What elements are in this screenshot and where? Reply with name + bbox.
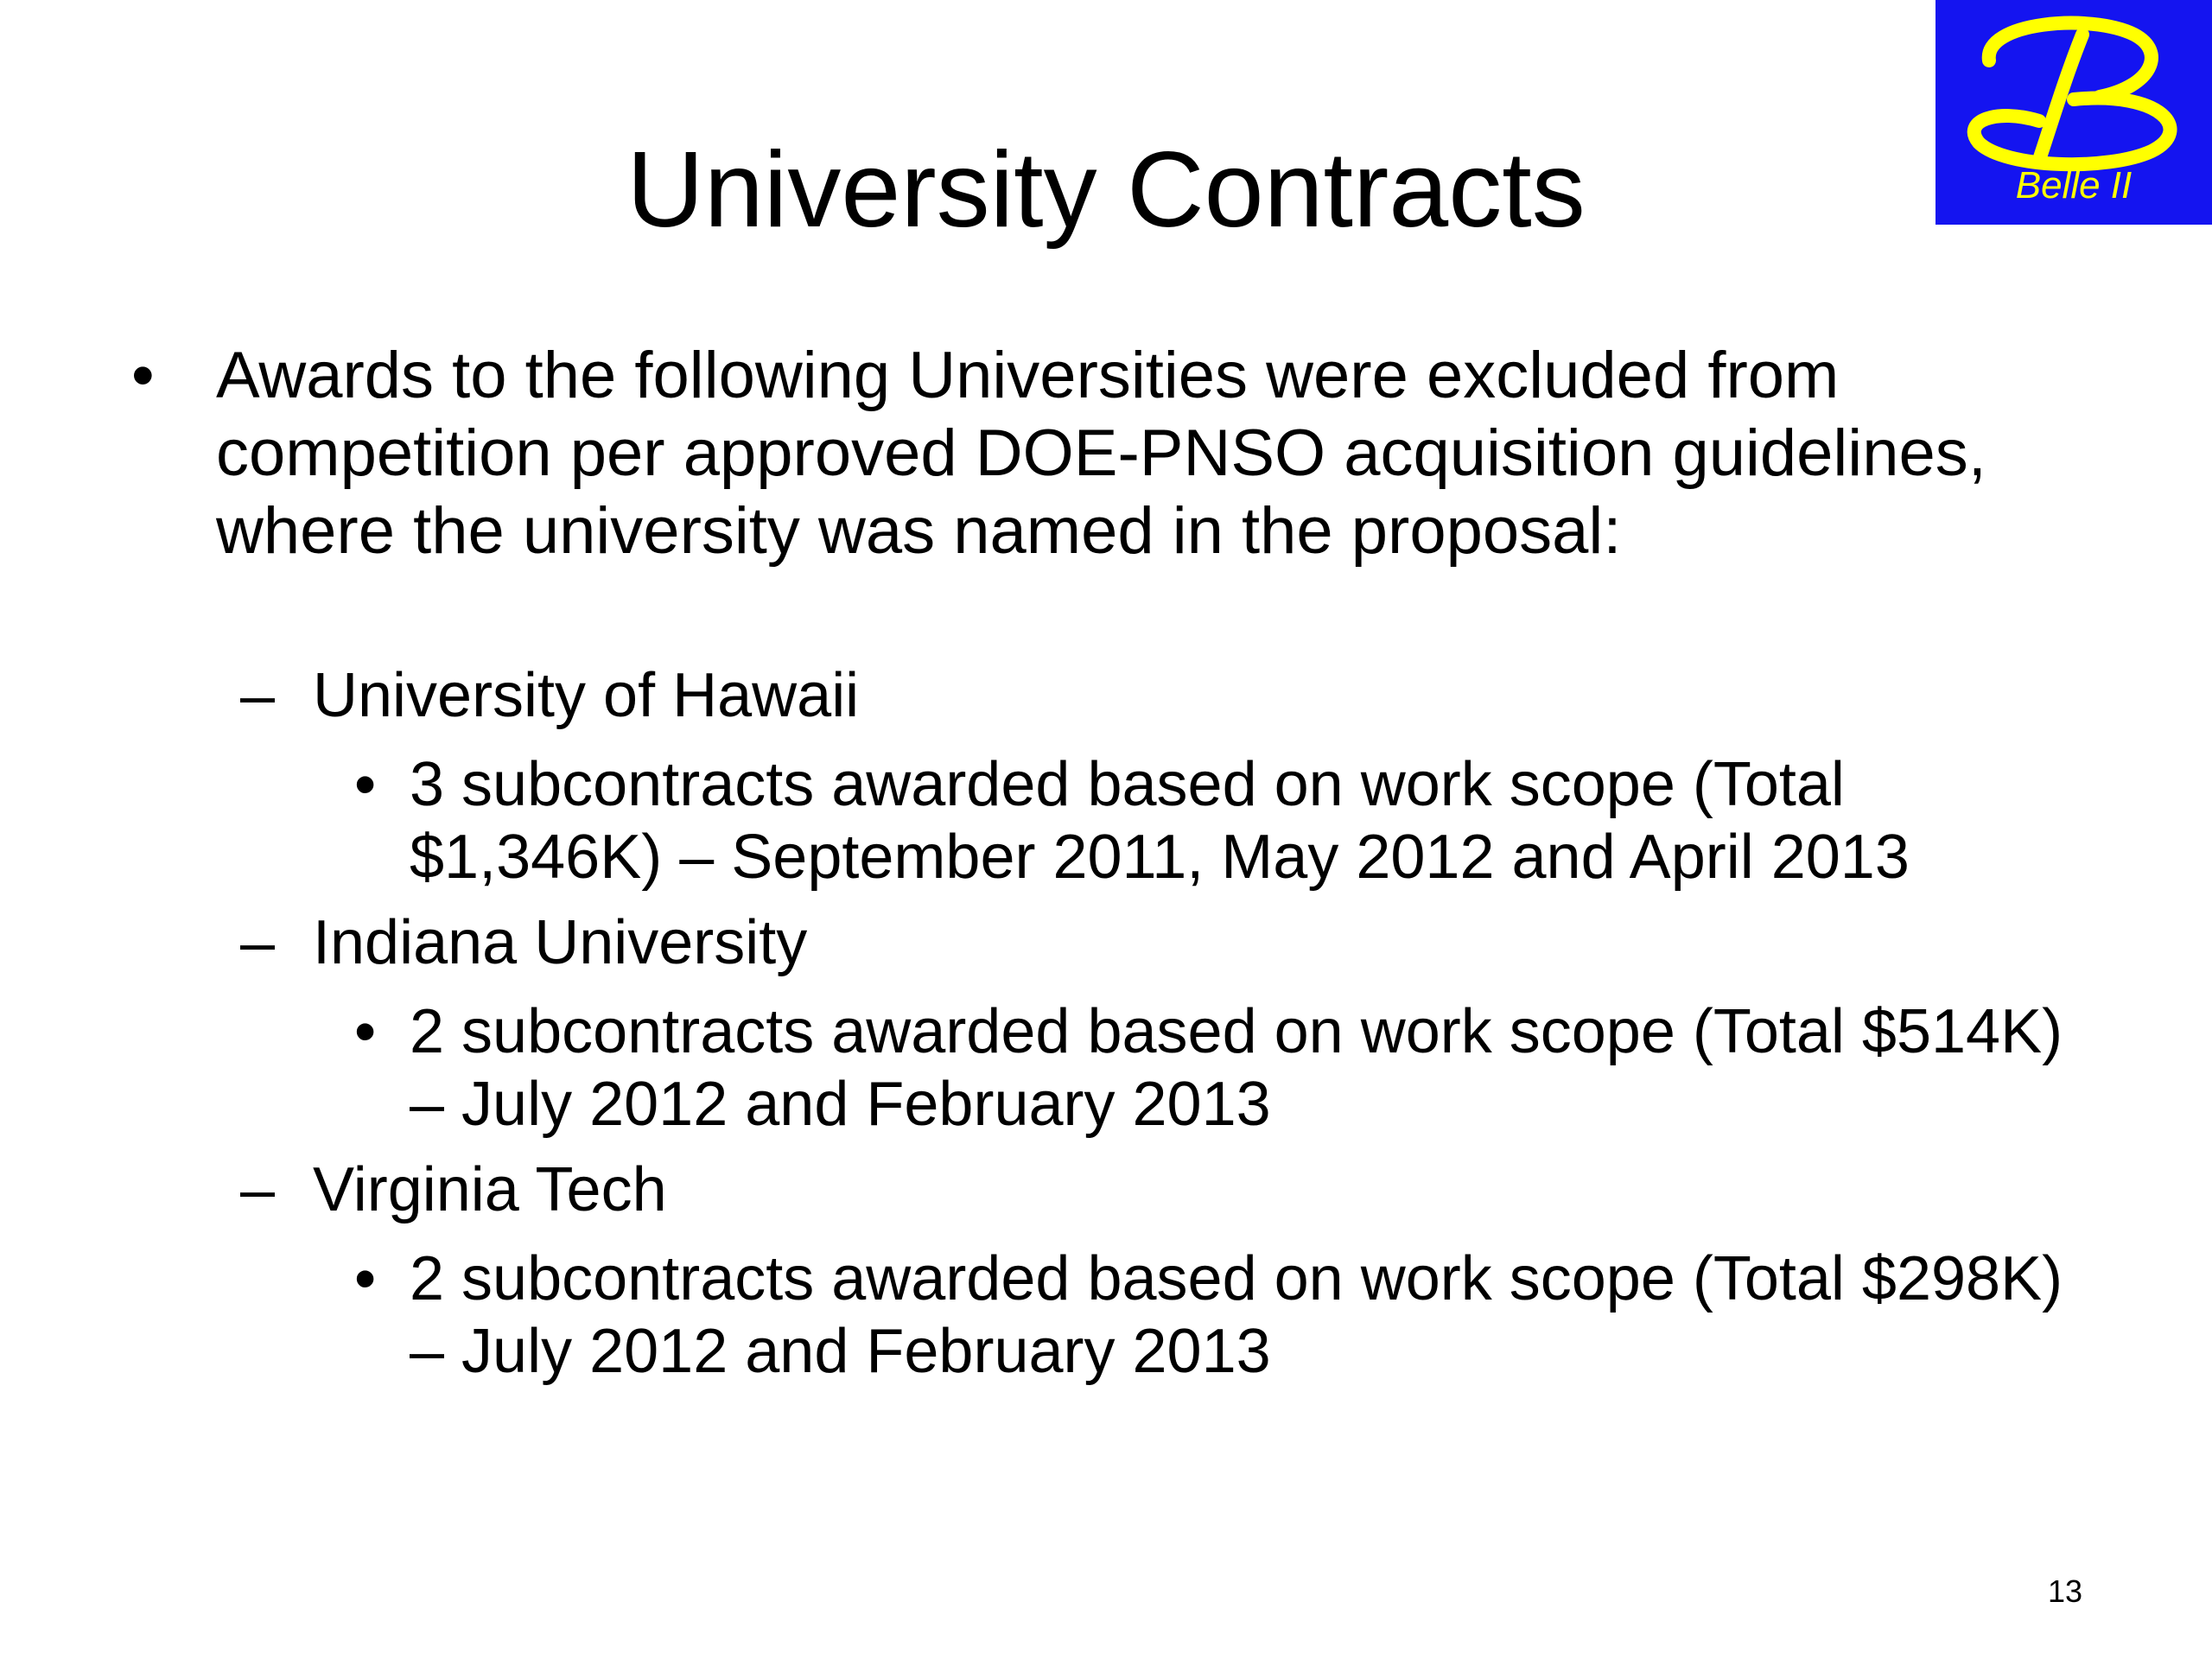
- dash-marker: –: [240, 661, 276, 730]
- subcontract-detail: 3 subcontracts awarded based on work scope (Total $1,346K) – September 2011, May 2012 and April 2013: [410, 750, 1910, 892]
- bullet-marker: •: [354, 997, 377, 1066]
- slide-title: University Contracts: [626, 130, 1586, 250]
- page-number: 13: [2047, 1573, 2082, 1609]
- subcontract-detail: 2 subcontracts awarded based on work scope (Total $514K) – July 2012 and February 2013: [410, 997, 2063, 1139]
- logo-text: Belle II: [2015, 164, 2133, 207]
- university-name: Virginia Tech: [313, 1155, 667, 1224]
- university-name: University of Hawaii: [313, 661, 860, 730]
- bullet-marker: •: [354, 750, 377, 819]
- belle-ii-logo: [1936, 0, 2212, 225]
- university-name: Indiana University: [313, 908, 808, 977]
- dash-marker: –: [240, 908, 276, 977]
- main-bullet-text: Awards to the following Universities were excluded from competition per approved DOE-PNSO acquisition guidelines, where the university was named in the proposal:: [216, 339, 1986, 568]
- bullet-marker: •: [354, 1244, 377, 1313]
- subcontract-detail: 2 subcontracts awarded based on work scope (Total $298K) – July 2012 and February 2013: [410, 1244, 2063, 1386]
- bullet-marker: •: [131, 339, 155, 412]
- dash-marker: –: [240, 1155, 276, 1224]
